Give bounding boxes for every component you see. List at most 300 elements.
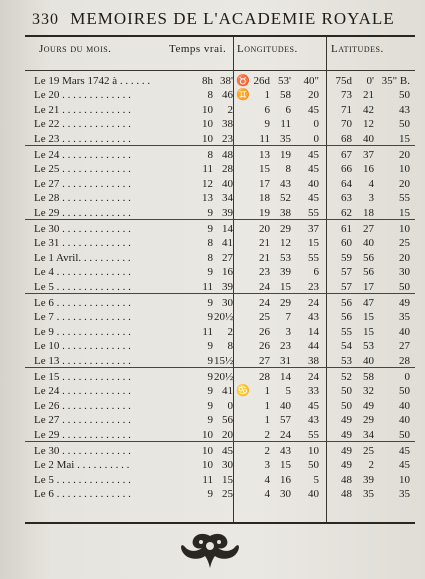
cell-th: 10	[202, 445, 213, 457]
group-rule	[25, 145, 415, 146]
cell-ld: 19	[259, 206, 270, 219]
cell-date: Le 29 . . . . . . . . . . . . .	[34, 428, 131, 441]
table-row	[25, 473, 415, 488]
cell-th: 8	[207, 237, 213, 250]
cell-ld: 6	[264, 103, 270, 116]
cell-bd: 49	[341, 445, 352, 457]
cell-date: Le 31 . . . . . . . . . . . . .	[34, 237, 131, 250]
cell-date: Le 28 . . . . . . . . . . . . .	[34, 192, 131, 205]
cell-bm: 4	[368, 177, 374, 190]
cell-ld: 27	[259, 354, 270, 367]
cell-ls: 6	[313, 266, 319, 279]
cell-bm: 17	[363, 280, 374, 293]
cell-tm: 46	[222, 89, 233, 102]
cell-date: Le 6 . . . . . . . . . . . . . .	[34, 488, 131, 501]
cell-ld: 9	[264, 118, 270, 131]
cell-bd: 49	[341, 414, 352, 427]
cell-bm: 3	[368, 192, 374, 205]
cell-tm: 2	[227, 103, 233, 116]
ornament-vignette	[175, 530, 245, 572]
cell-ld: 2	[264, 428, 270, 441]
cell-tm: 20½	[214, 371, 234, 383]
cell-ls: 44	[308, 340, 319, 353]
cell-th: 9	[207, 414, 213, 427]
cell-bd: 68	[341, 132, 352, 145]
cell-bs: 45	[399, 459, 410, 472]
cell-bs: 27	[399, 340, 410, 353]
cell-ld: 24	[259, 297, 270, 309]
cell-bm: 56	[363, 251, 374, 264]
cell-ls: 40	[308, 177, 319, 190]
cell-bm: 49	[363, 399, 374, 412]
cell-bd: 49	[341, 428, 352, 441]
cell-ls: 45	[308, 192, 319, 205]
cell-bd: 66	[341, 163, 352, 176]
cell-ls: 20	[308, 89, 319, 102]
cell-bd: 50	[341, 385, 352, 398]
cell-bd: 50	[341, 399, 352, 412]
cell-date: Le 6 . . . . . . . . . . . . . .	[34, 297, 131, 309]
cell-ld: 21	[259, 237, 270, 250]
cell-ls: 5	[313, 473, 319, 486]
cell-bd: 56	[341, 311, 352, 324]
table-row	[25, 162, 415, 177]
cell-bm: 39	[363, 473, 374, 486]
cell-lm: 15	[280, 459, 291, 472]
table-row	[25, 265, 415, 280]
table-row	[25, 310, 415, 325]
cell-ls: 55	[308, 251, 319, 264]
cell-bm: 21	[363, 89, 374, 102]
table-row	[25, 487, 415, 502]
cell-ld: 2	[264, 445, 270, 457]
cell-date: Le 30 . . . . . . . . . . . . .	[34, 223, 131, 235]
table-row	[25, 339, 415, 354]
cell-bs: 20	[399, 251, 410, 264]
cell-th: 10	[202, 103, 213, 116]
header-rule	[25, 70, 415, 71]
cell-lm: 38	[280, 206, 291, 219]
page-number: 330	[32, 11, 59, 28]
cell-lm: 7	[285, 311, 291, 324]
table-row	[25, 88, 415, 103]
cell-th: 9	[207, 297, 213, 309]
cell-lm: 5	[285, 385, 291, 398]
table-row	[25, 384, 415, 399]
cell-date: Le 19 Mars 1742 à . . . . . .	[34, 75, 151, 87]
cell-tm: 39	[222, 206, 233, 219]
cell-date: Le 7 . . . . . . . . . . . . . .	[34, 311, 131, 324]
cell-ld: 20	[259, 223, 270, 235]
cell-bd: 71	[341, 103, 352, 116]
cell-tm: 30	[222, 459, 233, 472]
cell-date: Le 9 . . . . . . . . . . . . . .	[34, 325, 131, 338]
cell-tm: 15½	[214, 354, 234, 367]
cell-bm: 35	[363, 488, 374, 501]
cell-tm: 39	[222, 280, 233, 293]
cell-bm: 42	[363, 103, 374, 116]
cell-lm: 29	[280, 223, 291, 235]
group-rule	[25, 441, 415, 442]
cell-bd: 61	[341, 223, 352, 235]
cell-tm: 14	[222, 223, 233, 235]
cell-lm: 35	[280, 132, 291, 145]
cell-bs: 28	[399, 354, 410, 367]
cell-th: 8	[207, 89, 213, 102]
cell-lm: 19	[280, 149, 291, 161]
cell-bs: 50	[399, 89, 410, 102]
cell-tm: 56	[222, 414, 233, 427]
group-rule	[25, 219, 415, 220]
cell-bs: 50	[399, 385, 410, 398]
cell-bs: 50	[399, 428, 410, 441]
cell-date: Le 5 . . . . . . . . . . . . . .	[34, 280, 131, 293]
cell-bs: 20	[399, 177, 410, 190]
group-rule	[25, 367, 415, 368]
cell-ld: 24	[259, 280, 270, 293]
cell-ls: 0	[313, 118, 319, 131]
cell-lm: 14	[280, 371, 291, 383]
cell-bm: 47	[363, 297, 374, 309]
cell-lm: 30	[280, 488, 291, 501]
cell-date: Le 30 . . . . . . . . . . . . .	[34, 445, 131, 457]
cell-ld: 17	[259, 177, 270, 190]
cell-bm: 2	[368, 459, 374, 472]
cell-th: 13	[202, 192, 213, 205]
cell-ld: 1	[264, 414, 270, 427]
cell-bd: 62	[341, 206, 352, 219]
observation-table	[25, 35, 415, 524]
cell-tm: 34	[222, 192, 233, 205]
cell-ls: 23	[308, 280, 319, 293]
cell-th: 10	[202, 118, 213, 131]
table-row	[25, 191, 415, 206]
cell-th: 12	[202, 177, 213, 190]
cell-th: 10	[202, 428, 213, 441]
cell-tm: 41	[222, 385, 233, 398]
cell-th: 9	[207, 340, 213, 353]
cell-ls: 40	[308, 488, 319, 501]
cell-ls: 55	[308, 206, 319, 219]
cell-date: Le 27 . . . . . . . . . . . . .	[34, 177, 131, 190]
cell-th: 10	[202, 132, 213, 145]
cell-ls: 45	[308, 399, 319, 412]
cell-lm: 39	[280, 266, 291, 279]
cell-th: 9	[207, 399, 213, 412]
table-row	[25, 177, 415, 192]
cell-bs: 50	[399, 280, 410, 293]
table-row	[25, 74, 415, 89]
cell-lm: 3	[285, 325, 291, 338]
cell-bs: 15	[399, 206, 410, 219]
cell-ld: 26	[259, 325, 270, 338]
cell-bm: 18	[363, 206, 374, 219]
cell-bs: 55	[399, 192, 410, 205]
cell-bd: 67	[341, 149, 352, 161]
page-header	[32, 9, 422, 35]
cell-bs: 43	[399, 103, 410, 116]
cell-ls: 43	[308, 414, 319, 427]
cell-lm: 58	[280, 89, 291, 102]
cell-th: 8	[207, 251, 213, 264]
table-row	[25, 370, 415, 385]
cell-date: Le 20 . . . . . . . . . . . . .	[34, 89, 131, 102]
cell-sign: ♉	[236, 75, 250, 87]
cell-tm: 8	[227, 340, 233, 353]
cell-lm: 16	[280, 473, 291, 486]
cell-ld: 4	[264, 473, 270, 486]
cell-tm: 15	[222, 473, 233, 486]
cell-bs: 25	[399, 237, 410, 250]
cell-tm: 41	[222, 237, 233, 250]
cell-lm: 12	[280, 237, 291, 250]
cell-bm: 27	[363, 223, 374, 235]
cell-ls: 24	[308, 371, 319, 383]
cell-bs: 49	[399, 297, 410, 309]
cell-tm: 0	[227, 399, 233, 412]
cell-bd: 57	[341, 266, 352, 279]
header-longitudes: Longitudes.	[237, 43, 298, 55]
cell-bm: 16	[363, 163, 374, 176]
cell-lm: 23	[280, 340, 291, 353]
cell-lm: 43	[280, 445, 291, 457]
cell-tm: 30	[222, 297, 233, 309]
cell-lm: 57	[280, 414, 291, 427]
cell-ls: 38	[308, 354, 319, 367]
cell-bs: 35	[399, 488, 410, 501]
cell-th: 8h	[202, 75, 213, 87]
table-row	[25, 458, 415, 473]
cell-ls: 15	[308, 237, 319, 250]
cell-th: 11	[202, 280, 213, 293]
cell-ld: 18	[259, 192, 270, 205]
cell-th: 9	[207, 354, 213, 367]
cell-bd: 60	[341, 237, 352, 250]
cell-tm: 48	[222, 149, 233, 161]
cell-bd: 53	[341, 354, 352, 367]
cell-date: Le 23 . . . . . . . . . . . . .	[34, 132, 131, 145]
cell-bs: 40	[399, 399, 410, 412]
cell-th: 9	[207, 311, 213, 324]
header-latitudes: Latitudes.	[331, 43, 384, 55]
cell-lm: 29	[280, 297, 291, 309]
cell-date: Le 13 . . . . . . . . . . . . .	[34, 354, 131, 367]
cell-ls: 50	[308, 459, 319, 472]
cell-bm: 15	[363, 325, 374, 338]
cell-tm: 38	[222, 118, 233, 131]
table-row	[25, 236, 415, 251]
cell-th: 9	[207, 206, 213, 219]
cell-th: 11	[202, 163, 213, 176]
header-days: Jours du mois.	[39, 43, 112, 55]
cell-bm: 12	[363, 118, 374, 131]
cell-th: 9	[207, 266, 213, 279]
cell-lm: 53'	[278, 75, 291, 87]
cell-lm: 43	[280, 177, 291, 190]
cell-ld: 26	[259, 340, 270, 353]
cell-th: 11	[202, 473, 213, 486]
cell-date: Le 4 . . . . . . . . . . . . . .	[34, 266, 131, 279]
cell-ld: 25	[259, 311, 270, 324]
group-rule	[25, 293, 415, 294]
cell-bm: 0'	[366, 75, 374, 87]
cell-bs: 35" B.	[381, 75, 410, 87]
cell-bd: 57	[341, 280, 352, 293]
cell-bs: 40	[399, 325, 410, 338]
table-row	[25, 413, 415, 428]
cell-bs: 10	[399, 163, 410, 176]
cell-lm: 24	[280, 428, 291, 441]
cell-tm: 20½	[214, 311, 234, 324]
cell-bm: 58	[363, 371, 374, 383]
cell-th: 9	[207, 385, 213, 398]
cell-bd: 59	[341, 251, 352, 264]
cell-ld: 28	[259, 371, 270, 383]
cell-bd: 54	[341, 340, 352, 353]
cell-lm: 15	[280, 280, 291, 293]
cell-tm: 40	[222, 177, 233, 190]
cell-bs: 30	[399, 266, 410, 279]
cell-date: Le 10 . . . . . . . . . . . . .	[34, 340, 131, 353]
cell-date: Le 25 . . . . . . . . . . . . .	[34, 163, 131, 176]
cell-lm: 31	[280, 354, 291, 367]
cell-bm: 29	[363, 414, 374, 427]
cell-ld: 4	[264, 488, 270, 501]
cell-th: 9	[207, 371, 213, 383]
cell-ls: 33	[308, 385, 319, 398]
cell-ls: 40"	[303, 75, 319, 87]
cell-ld: 13	[259, 149, 270, 161]
cell-sign: ♋	[236, 385, 250, 398]
table-row	[25, 222, 415, 237]
cell-ls: 0	[313, 132, 319, 145]
cell-ld: 1	[264, 89, 270, 102]
cell-tm: 28	[222, 163, 233, 176]
cell-tm: 25	[222, 488, 233, 501]
table-row	[25, 251, 415, 266]
table-row	[25, 399, 415, 414]
cell-bs: 0	[404, 371, 410, 383]
cell-sign: ♊	[236, 89, 250, 102]
page-title: MEMOIRES DE L'ACADEMIE ROYALE	[70, 9, 395, 28]
cell-bd: 55	[341, 325, 352, 338]
cell-lm: 53	[280, 251, 291, 264]
cell-tm: 20	[222, 428, 233, 441]
cell-bs: 15	[399, 132, 410, 145]
cell-tm: 23	[222, 132, 233, 145]
cell-lm: 52	[280, 192, 291, 205]
cell-lm: 6	[285, 103, 291, 116]
cell-ls: 24	[308, 297, 319, 309]
cell-bd: 64	[341, 177, 352, 190]
cell-bm: 32	[363, 385, 374, 398]
cell-bs: 10	[399, 223, 410, 235]
cell-tm: 2	[227, 325, 233, 338]
cell-date: Le 21 . . . . . . . . . . . . .	[34, 103, 131, 116]
cell-date: Le 29 . . . . . . . . . . . . .	[34, 206, 131, 219]
cell-ld: 21	[259, 251, 270, 264]
cell-th: 9	[207, 488, 213, 501]
cell-lm: 40	[280, 399, 291, 412]
cell-bs: 50	[399, 118, 410, 131]
cell-ls: 55	[308, 428, 319, 441]
cell-bm: 37	[363, 149, 374, 161]
cell-date: Le 26 . . . . . . . . . . . . .	[34, 399, 131, 412]
cell-bd: 56	[341, 297, 352, 309]
cell-bd: 70	[341, 118, 352, 131]
cell-bm: 56	[363, 266, 374, 279]
cell-bd: 49	[341, 459, 352, 472]
cell-bd: 63	[341, 192, 352, 205]
cell-bs: 20	[399, 149, 410, 161]
cell-ls: 10	[308, 445, 319, 457]
cell-date: Le 24 . . . . . . . . . . . . .	[34, 385, 131, 398]
cell-tm: 38'	[220, 75, 233, 87]
cell-ld: 11	[259, 132, 270, 145]
cell-bd: 75d	[335, 75, 352, 87]
cell-bd: 73	[341, 89, 352, 102]
cell-bs: 40	[399, 414, 410, 427]
cell-bm: 40	[363, 132, 374, 145]
table-row	[25, 148, 415, 163]
cell-date: Le 27 . . . . . . . . . . . . .	[34, 414, 131, 427]
cell-tm: 45	[222, 445, 233, 457]
cell-ld: 1	[264, 399, 270, 412]
cell-bm: 34	[363, 428, 374, 441]
table-row	[25, 444, 415, 459]
cell-lm: 11	[280, 118, 291, 131]
cell-th: 11	[202, 325, 213, 338]
cell-bm: 40	[363, 237, 374, 250]
cell-ld: 23	[259, 266, 270, 279]
cell-ls: 45	[308, 149, 319, 161]
cell-bd: 48	[341, 488, 352, 501]
cell-ls: 37	[308, 223, 319, 235]
cell-tm: 16	[222, 266, 233, 279]
cell-th: 8	[207, 149, 213, 161]
cell-ld: 15	[259, 163, 270, 176]
cell-ls: 43	[308, 311, 319, 324]
cell-bm: 53	[363, 340, 374, 353]
cell-th: 10	[202, 459, 213, 472]
cell-bd: 52	[341, 371, 352, 383]
cell-ld: 26d	[253, 75, 270, 87]
cell-date: Le 15 . . . . . . . . . . . . .	[34, 371, 131, 383]
cell-ls: 45	[308, 163, 319, 176]
cell-bm: 40	[363, 354, 374, 367]
cell-date: Le 5 . . . . . . . . . . . . . .	[34, 473, 131, 486]
cell-bd: 48	[341, 473, 352, 486]
cell-bs: 35	[399, 311, 410, 324]
cell-ls: 45	[308, 103, 319, 116]
cell-date: Le 24 . . . . . . . . . . . . .	[34, 149, 131, 161]
cell-lm: 8	[285, 163, 291, 176]
table-row	[25, 296, 415, 311]
cell-date: Le 2 Mai . . . . . . . . . .	[34, 459, 130, 472]
table-row	[25, 325, 415, 340]
cell-date: Le 1 Avril. . . . . . . . . .	[34, 251, 131, 264]
cell-th: 9	[207, 223, 213, 235]
header-time: Temps vrai.	[169, 43, 227, 55]
cell-date: Le 22 . . . . . . . . . . . . .	[34, 118, 131, 131]
cell-bs: 10	[399, 473, 410, 486]
cell-bm: 15	[363, 311, 374, 324]
cell-tm: 27	[222, 251, 233, 264]
cell-bs: 45	[399, 445, 410, 457]
cell-bm: 25	[363, 445, 374, 457]
cell-ld: 3	[264, 459, 270, 472]
table-row	[25, 103, 415, 118]
